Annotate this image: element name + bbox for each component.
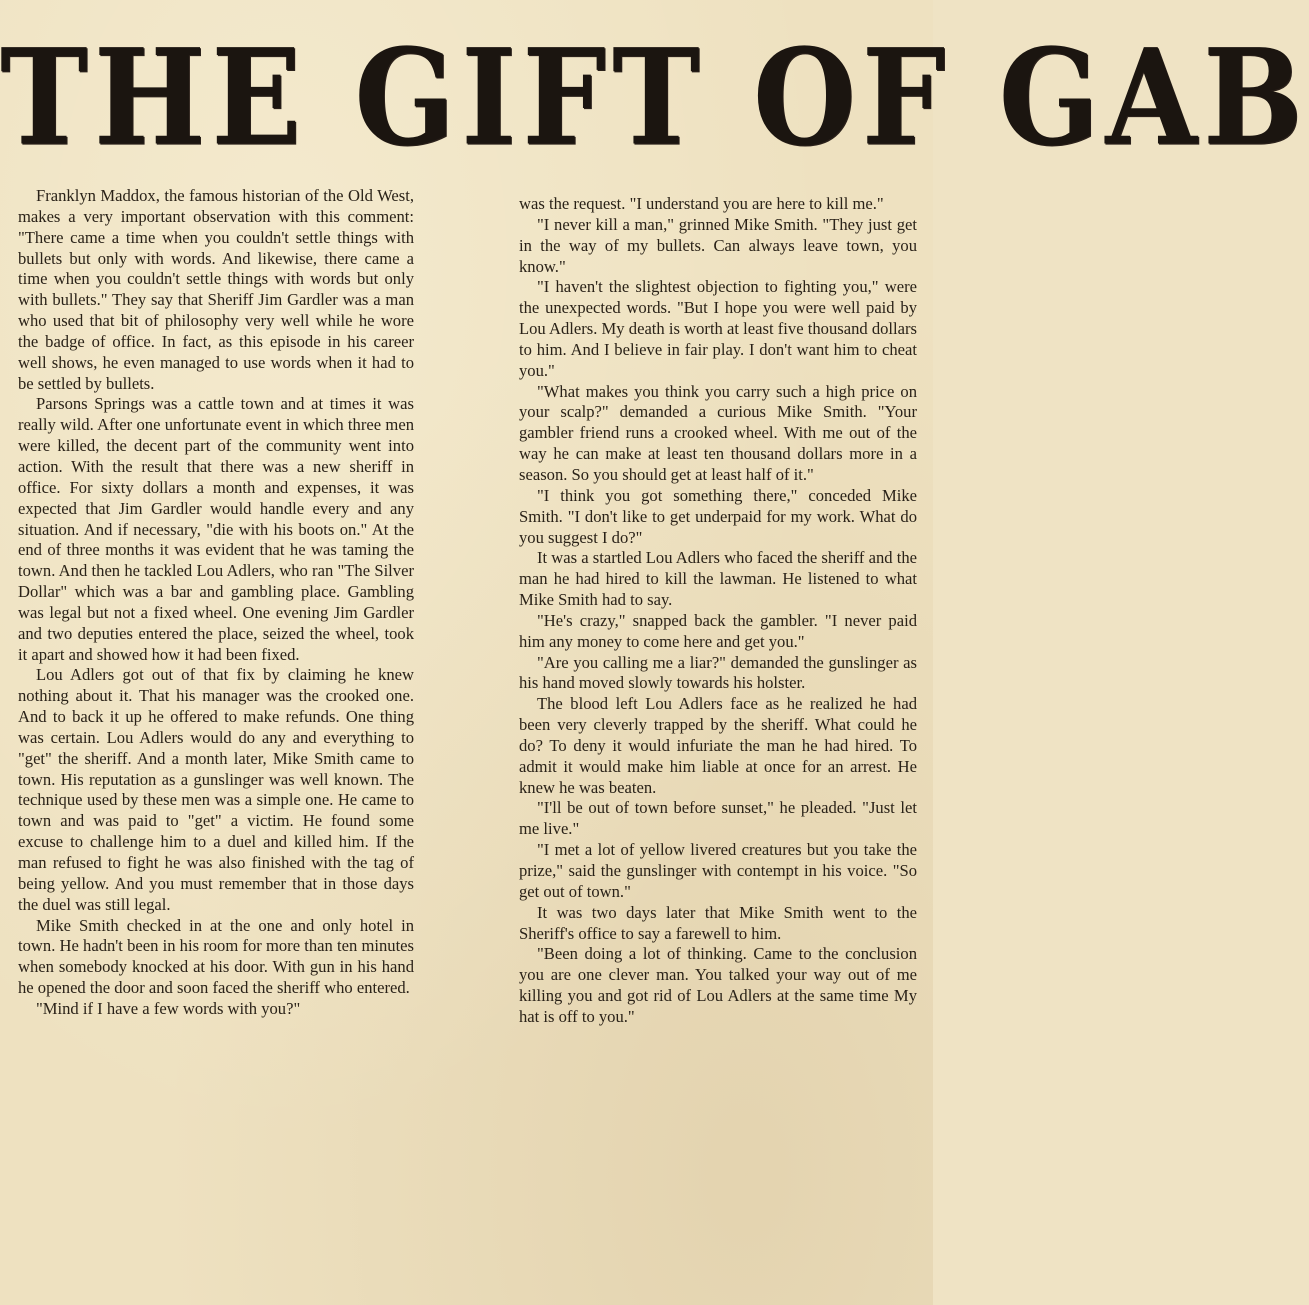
- paragraph: "He's crazy," snapped back the gambler. "I never paid him any money to come here and get you.": [519, 610, 917, 651]
- right-column: [519, 194, 917, 1028]
- left-column: [18, 186, 414, 1020]
- paragraph: "I think you got something there," conceded Mike Smith. "I don't like to get underpaid for my work. What do you suggest I do?": [519, 485, 917, 547]
- paragraph: The blood left Lou Adlers face as he realized he had been very cleverly trapped by the sheriff. What could he do? To deny it would infuriate the man he had hired. To admit it would make him liable at once for an arrest. He knew he was beaten.: [519, 694, 917, 797]
- paragraph: "Are you calling me a liar?" demanded the gunslinger as his hand moved slowly towards his holster.: [519, 652, 917, 693]
- article-title: THE GIFT OF GAB: [0, 19, 1309, 175]
- paragraph: Parsons Springs was a cattle town and at times it was really wild. After one unfortunate event in which three men were killed, the decent part of the community went into action. With the result that there was a new sheriff in office. For sixty dollars a month and expenses, it was expected that Jim Gardler would handle every and any situation. And if necessary, "die with his boots on." At the end of three months it was evident that he was taming the town. And then he tackled Lou Adlers, who ran "The Silver Dollar" which was a bar and gambling place. Gambling was legal but not a fixed wheel. One evening Jim Gardler and two deputies entered the place, seized the wheel, took it apart and showed how it had been fixed.: [18, 394, 414, 664]
- paragraph: "Been doing a lot of thinking. Came to the conclusion you are one clever man. You talked your way out of me killing you and got rid of Lou Adlers at the same time My hat is off to you.": [519, 944, 917, 1026]
- paragraph: "What makes you think you carry such a high price on your scalp?" demanded a curious Mike Smith. "Your gambler friend runs a crooked wheel. With me out of the way he can make at least ten thousand dollars more in a season. So you should get at least half of it.": [519, 381, 917, 484]
- paragraph: It was two days later that Mike Smith went to the Sheriff's office to say a farewell to him.: [519, 902, 917, 943]
- paragraph: "Mind if I have a few words with you?": [36, 998, 301, 1018]
- paragraph: It was a startled Lou Adlers who faced the sheriff and the man he had hired to kill the lawman. He listened to what Mike Smith had to say.: [519, 548, 917, 610]
- paragraph: Franklyn Maddox, the famous historian of the Old West, makes a very important observation with this comment: "There came a time when you couldn't settle things with bullets but only with words. And likewise, there came a time when you couldn't settle things with words but only with bullets." They say that Sheriff Jim Gardler was a man who used that bit of philosophy very well while he wore the badge of office. In fact, as this episode in his career well shows, he even managed to use words when it had to be settled by bullets.: [18, 186, 414, 393]
- paragraph: "I never kill a man," grinned Mike Smith. "They just get in the way of my bullets. Can always leave town, you know.": [519, 214, 917, 276]
- paragraph: "I met a lot of yellow livered creatures but you take the prize," said the gunslinger with contempt in his voice. "So get out of town.": [519, 840, 917, 901]
- paragraph: "I'll be out of town before sunset," he pleaded. "Just let me live.": [519, 798, 917, 839]
- paragraph: Lou Adlers got out of that fix by claiming he knew nothing about it. That his manager was the crooked one. And to back it up he offered to make refunds. One thing was certain. Lou Adlers would do any and everything to "get" the sheriff. And a month later, Mike Smith came to town. His reputation as a gunslinger was well known. The technique used by these men was a simple one. He came to town and was paid to "get" a victim. He found some excuse to challenge him to a duel and killed him. If the man refused to fight he was also finished with the tag of being yellow. And you must remember that in those days the duel was still legal.: [18, 665, 414, 914]
- paragraph-continuation: was the request. "I understand you are here to kill me.": [519, 194, 884, 213]
- paragraph: Mike Smith checked in at the one and only hotel in town. He hadn't been in his room for more than ten minutes when somebody knocked at his door. With gun in his hand he opened the door and soon faced the sheriff who entered.: [18, 915, 414, 998]
- paragraph: "I haven't the slightest objection to fighting you," were the unexpected words. "But I hope you were well paid by Lou Adlers. My death is worth at least five thousand dollars to him. And I believe in fair play. I don't want him to cheat you.": [519, 277, 917, 380]
